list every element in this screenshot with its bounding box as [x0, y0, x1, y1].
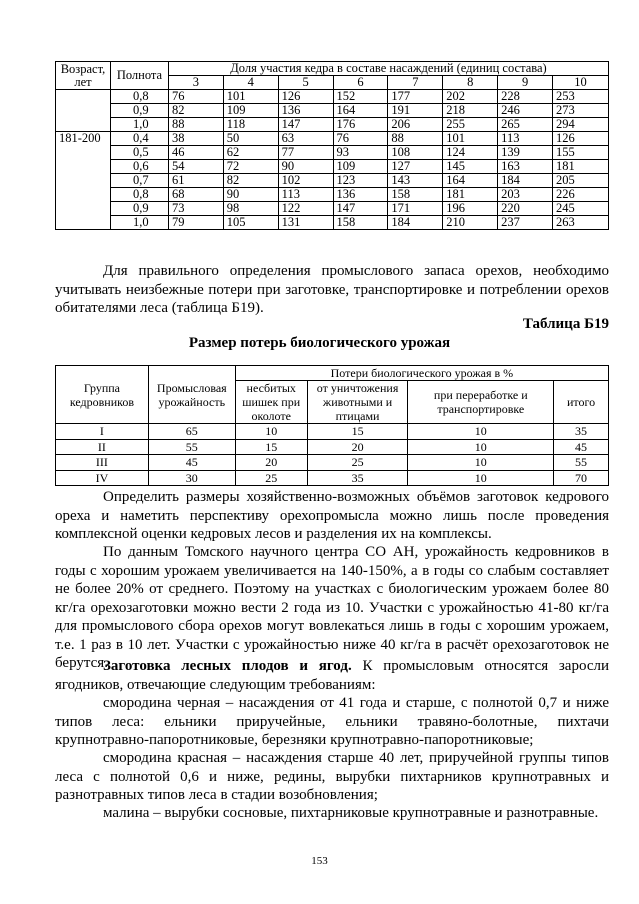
loss-cell: 45: [554, 439, 609, 455]
loss-cell: 10: [235, 424, 307, 440]
group-cell: III: [56, 455, 149, 471]
cedar-unit-header: 3: [168, 76, 223, 90]
loss-type-header: итого: [554, 381, 609, 424]
value-cell: 263: [553, 216, 609, 230]
cedar-unit-header: 10: [553, 76, 609, 90]
value-cell: 126: [278, 90, 333, 104]
value-cell: 131: [278, 216, 333, 230]
value-cell: 163: [498, 160, 553, 174]
value-cell: 206: [388, 118, 443, 132]
berries-heading: Заготовка лесных плодов и ягод.: [103, 658, 352, 674]
fullness-cell: 1,0: [110, 216, 168, 230]
table-row: [56, 188, 609, 202]
table-row: [56, 146, 609, 160]
value-cell: 82: [223, 174, 278, 188]
value-cell: 176: [333, 118, 388, 132]
black-currant-paragraph: смородина черная – насаждения от 41 года и старше, с полнотой 0,7 и ниже типов леса: ельники приручейные, ельники травяно-болотные, пихтачи крупнотравно-папоротниковые, березняки крупнотравно-папоротниковые;: [55, 695, 609, 748]
value-cell: 118: [223, 118, 278, 132]
cedar-unit-header: 8: [443, 76, 498, 90]
berries-text: К промысловым относятся заросли ягодников, отвечающие следующим требованиям:: [55, 658, 609, 693]
table-row: [56, 202, 609, 216]
cedar-share-header: Доля участия кедра в составе насаждений (единиц состава): [168, 62, 608, 76]
tomsk-paragraph: По данным Томского научного центра СО АН, урожайность кедровников в годы с хорошим урожаем увеличивается на 140-150%, а в годы со слабым составляет не более 20% от среднего. Поэтому на участках с биологическим урожаем более 80 кг/га орехозаготовки можно вести 2 года из 10. Участки с урожайностью 41-80 кг/га для промыслового сбора орехов могут вовлекаться лишь в годы с хорошим урожаем, т.е. 1 раз в 10 лет. Участки с урожайностью ниже 40 кг/га в расчёт орехозаготовок не берутся.: [55, 544, 609, 671]
value-cell: 62: [223, 146, 278, 160]
value-cell: 54: [168, 160, 223, 174]
fullness-cell: 0,8: [110, 188, 168, 202]
value-cell: 253: [553, 90, 609, 104]
loss-cell: 25: [307, 455, 408, 471]
raspberry-paragraph: малина – вырубки сосновые, пихтарниковые крупнотравные и разнотравные.: [103, 805, 599, 821]
value-cell: 76: [333, 132, 388, 146]
loss-type-header: несбитых шишек при околоте: [235, 381, 307, 424]
yield-cell: 65: [148, 424, 235, 440]
value-cell: 93: [333, 146, 388, 160]
cedar-unit-header: 5: [278, 76, 333, 90]
value-cell: 90: [223, 188, 278, 202]
cedar-unit-header: 9: [498, 76, 553, 90]
value-cell: 88: [168, 118, 223, 132]
value-cell: 147: [278, 118, 333, 132]
value-cell: 88: [388, 132, 443, 146]
value-cell: 90: [278, 160, 333, 174]
value-cell: 202: [443, 90, 498, 104]
table-row: [56, 90, 609, 104]
losses-header: Потери биологического урожая в %: [235, 366, 608, 381]
loss-type-header: при переработке и транспортировке: [408, 381, 554, 424]
value-cell: 171: [388, 202, 443, 216]
value-cell: 205: [553, 174, 609, 188]
berries-paragraph: [55, 657, 609, 694]
yield-header: Промысловая урожайность: [148, 366, 235, 424]
fullness-cell: 0,6: [110, 160, 168, 174]
fullness-cell: 1,0: [110, 118, 168, 132]
loss-cell: 70: [554, 470, 609, 486]
value-cell: 109: [223, 104, 278, 118]
value-cell: 191: [388, 104, 443, 118]
value-cell: 101: [443, 132, 498, 146]
fullness-cell: 0,7: [110, 174, 168, 188]
loss-cell: 15: [307, 424, 408, 440]
value-cell: 181: [443, 188, 498, 202]
value-cell: 50: [223, 132, 278, 146]
loss-cell: 15: [235, 439, 307, 455]
value-cell: 237: [498, 216, 553, 230]
value-cell: 108: [388, 146, 443, 160]
value-cell: 210: [443, 216, 498, 230]
value-cell: 123: [333, 174, 388, 188]
value-cell: 113: [498, 132, 553, 146]
value-cell: 218: [443, 104, 498, 118]
value-cell: 98: [223, 202, 278, 216]
cedar-unit-header: 7: [388, 76, 443, 90]
table-row: [56, 216, 609, 230]
value-cell: 143: [388, 174, 443, 188]
value-cell: 46: [168, 146, 223, 160]
cedar-unit-header: 6: [333, 76, 388, 90]
value-cell: 273: [553, 104, 609, 118]
value-cell: 124: [443, 146, 498, 160]
value-cell: 77: [278, 146, 333, 160]
loss-cell: 20: [307, 439, 408, 455]
red-currant-paragraph: смородина красная – насаждения старше 40 лет, приручейной группы типов леса с полнотой 0,6 и ниже, редины, вырубки пихтарников крупнотравных и разнотравных типов леса в стадии возобновления;: [55, 750, 609, 803]
loss-cell: 35: [307, 470, 408, 486]
group-cell: IV: [56, 470, 149, 486]
loss-cell: 10: [408, 439, 554, 455]
value-cell: 73: [168, 202, 223, 216]
value-cell: 203: [498, 188, 553, 202]
value-cell: 181: [553, 160, 609, 174]
table-row: [56, 470, 609, 486]
table-row: [56, 174, 609, 188]
value-cell: 136: [278, 104, 333, 118]
fullness-header: Полнота: [110, 62, 168, 90]
value-cell: 38: [168, 132, 223, 146]
fullness-cell: 0,4: [110, 132, 168, 146]
value-cell: 127: [388, 160, 443, 174]
value-cell: 196: [443, 202, 498, 216]
loss-cell: 10: [408, 470, 554, 486]
loss-cell: 10: [408, 455, 554, 471]
table-row: [56, 455, 609, 471]
value-cell: 246: [498, 104, 553, 118]
loss-type-header: от уничтожения животными и птицами: [307, 381, 408, 424]
value-cell: 68: [168, 188, 223, 202]
loss-cell: 55: [554, 455, 609, 471]
value-cell: 76: [168, 90, 223, 104]
fullness-cell: 0,5: [110, 146, 168, 160]
losses-paragraph: Для правильного определения промыслового запаса орехов, необходимо учитывать неизбежные потери при заготовке, транспортировке и потреблении орехов обитателями леса (таблица Б19).: [55, 263, 609, 316]
value-cell: 72: [223, 160, 278, 174]
value-cell: 126: [553, 132, 609, 146]
fullness-cell: 0,8: [110, 90, 168, 104]
yield-cell: 45: [148, 455, 235, 471]
table-row: [56, 104, 609, 118]
assessment-paragraph: Определить размеры хозяйственно-возможных объёмов заготовок кедрового ореха и наметить перспективу орехопромысла можно лишь после проведения комплексной оценки кедровых лесов и разделения их на комплексы.: [55, 489, 609, 542]
table-row: [56, 132, 609, 146]
table-title: Размер потерь биологического урожая: [188, 335, 451, 351]
value-cell: 164: [333, 104, 388, 118]
group-cell: I: [56, 424, 149, 440]
value-cell: 228: [498, 90, 553, 104]
value-cell: 79: [168, 216, 223, 230]
harvest-losses-table: [55, 365, 609, 486]
yield-cell: 55: [148, 439, 235, 455]
value-cell: 158: [333, 216, 388, 230]
loss-cell: 35: [554, 424, 609, 440]
yield-cell: 30: [148, 470, 235, 486]
value-cell: 184: [388, 216, 443, 230]
header-row: [56, 62, 609, 76]
value-cell: 158: [388, 188, 443, 202]
table-row: [56, 160, 609, 174]
value-cell: 184: [498, 174, 553, 188]
table-row: [56, 118, 609, 132]
loss-cell: 25: [235, 470, 307, 486]
fullness-cell: 0,9: [110, 104, 168, 118]
group-header: Группа кедровников: [56, 366, 149, 424]
value-cell: 136: [333, 188, 388, 202]
value-cell: 101: [223, 90, 278, 104]
value-cell: 245: [553, 202, 609, 216]
value-cell: 155: [553, 146, 609, 160]
value-cell: 177: [388, 90, 443, 104]
value-cell: 63: [278, 132, 333, 146]
value-cell: 82: [168, 104, 223, 118]
value-cell: 152: [333, 90, 388, 104]
value-cell: 147: [333, 202, 388, 216]
table-label: Таблица Б19: [522, 316, 609, 332]
loss-cell: 10: [408, 424, 554, 440]
value-cell: 294: [553, 118, 609, 132]
cedar-unit-header: 4: [223, 76, 278, 90]
value-cell: 102: [278, 174, 333, 188]
value-cell: 226: [553, 188, 609, 202]
age-cell: 181-200: [56, 132, 111, 230]
nut-yield-table: [55, 61, 609, 230]
value-cell: 122: [278, 202, 333, 216]
group-cell: II: [56, 439, 149, 455]
value-cell: 255: [443, 118, 498, 132]
value-cell: 164: [443, 174, 498, 188]
header-row: [56, 366, 609, 381]
value-cell: 265: [498, 118, 553, 132]
value-cell: 145: [443, 160, 498, 174]
age-header: Возраст, лет: [56, 62, 111, 90]
value-cell: 113: [278, 188, 333, 202]
table-row: [56, 439, 609, 455]
value-cell: 139: [498, 146, 553, 160]
page-number: 153: [311, 855, 328, 867]
value-cell: 220: [498, 202, 553, 216]
fullness-cell: 0,9: [110, 202, 168, 216]
age-cell: [56, 90, 111, 132]
value-cell: 105: [223, 216, 278, 230]
value-cell: 61: [168, 174, 223, 188]
table-row: [56, 424, 609, 440]
loss-cell: 20: [235, 455, 307, 471]
value-cell: 109: [333, 160, 388, 174]
